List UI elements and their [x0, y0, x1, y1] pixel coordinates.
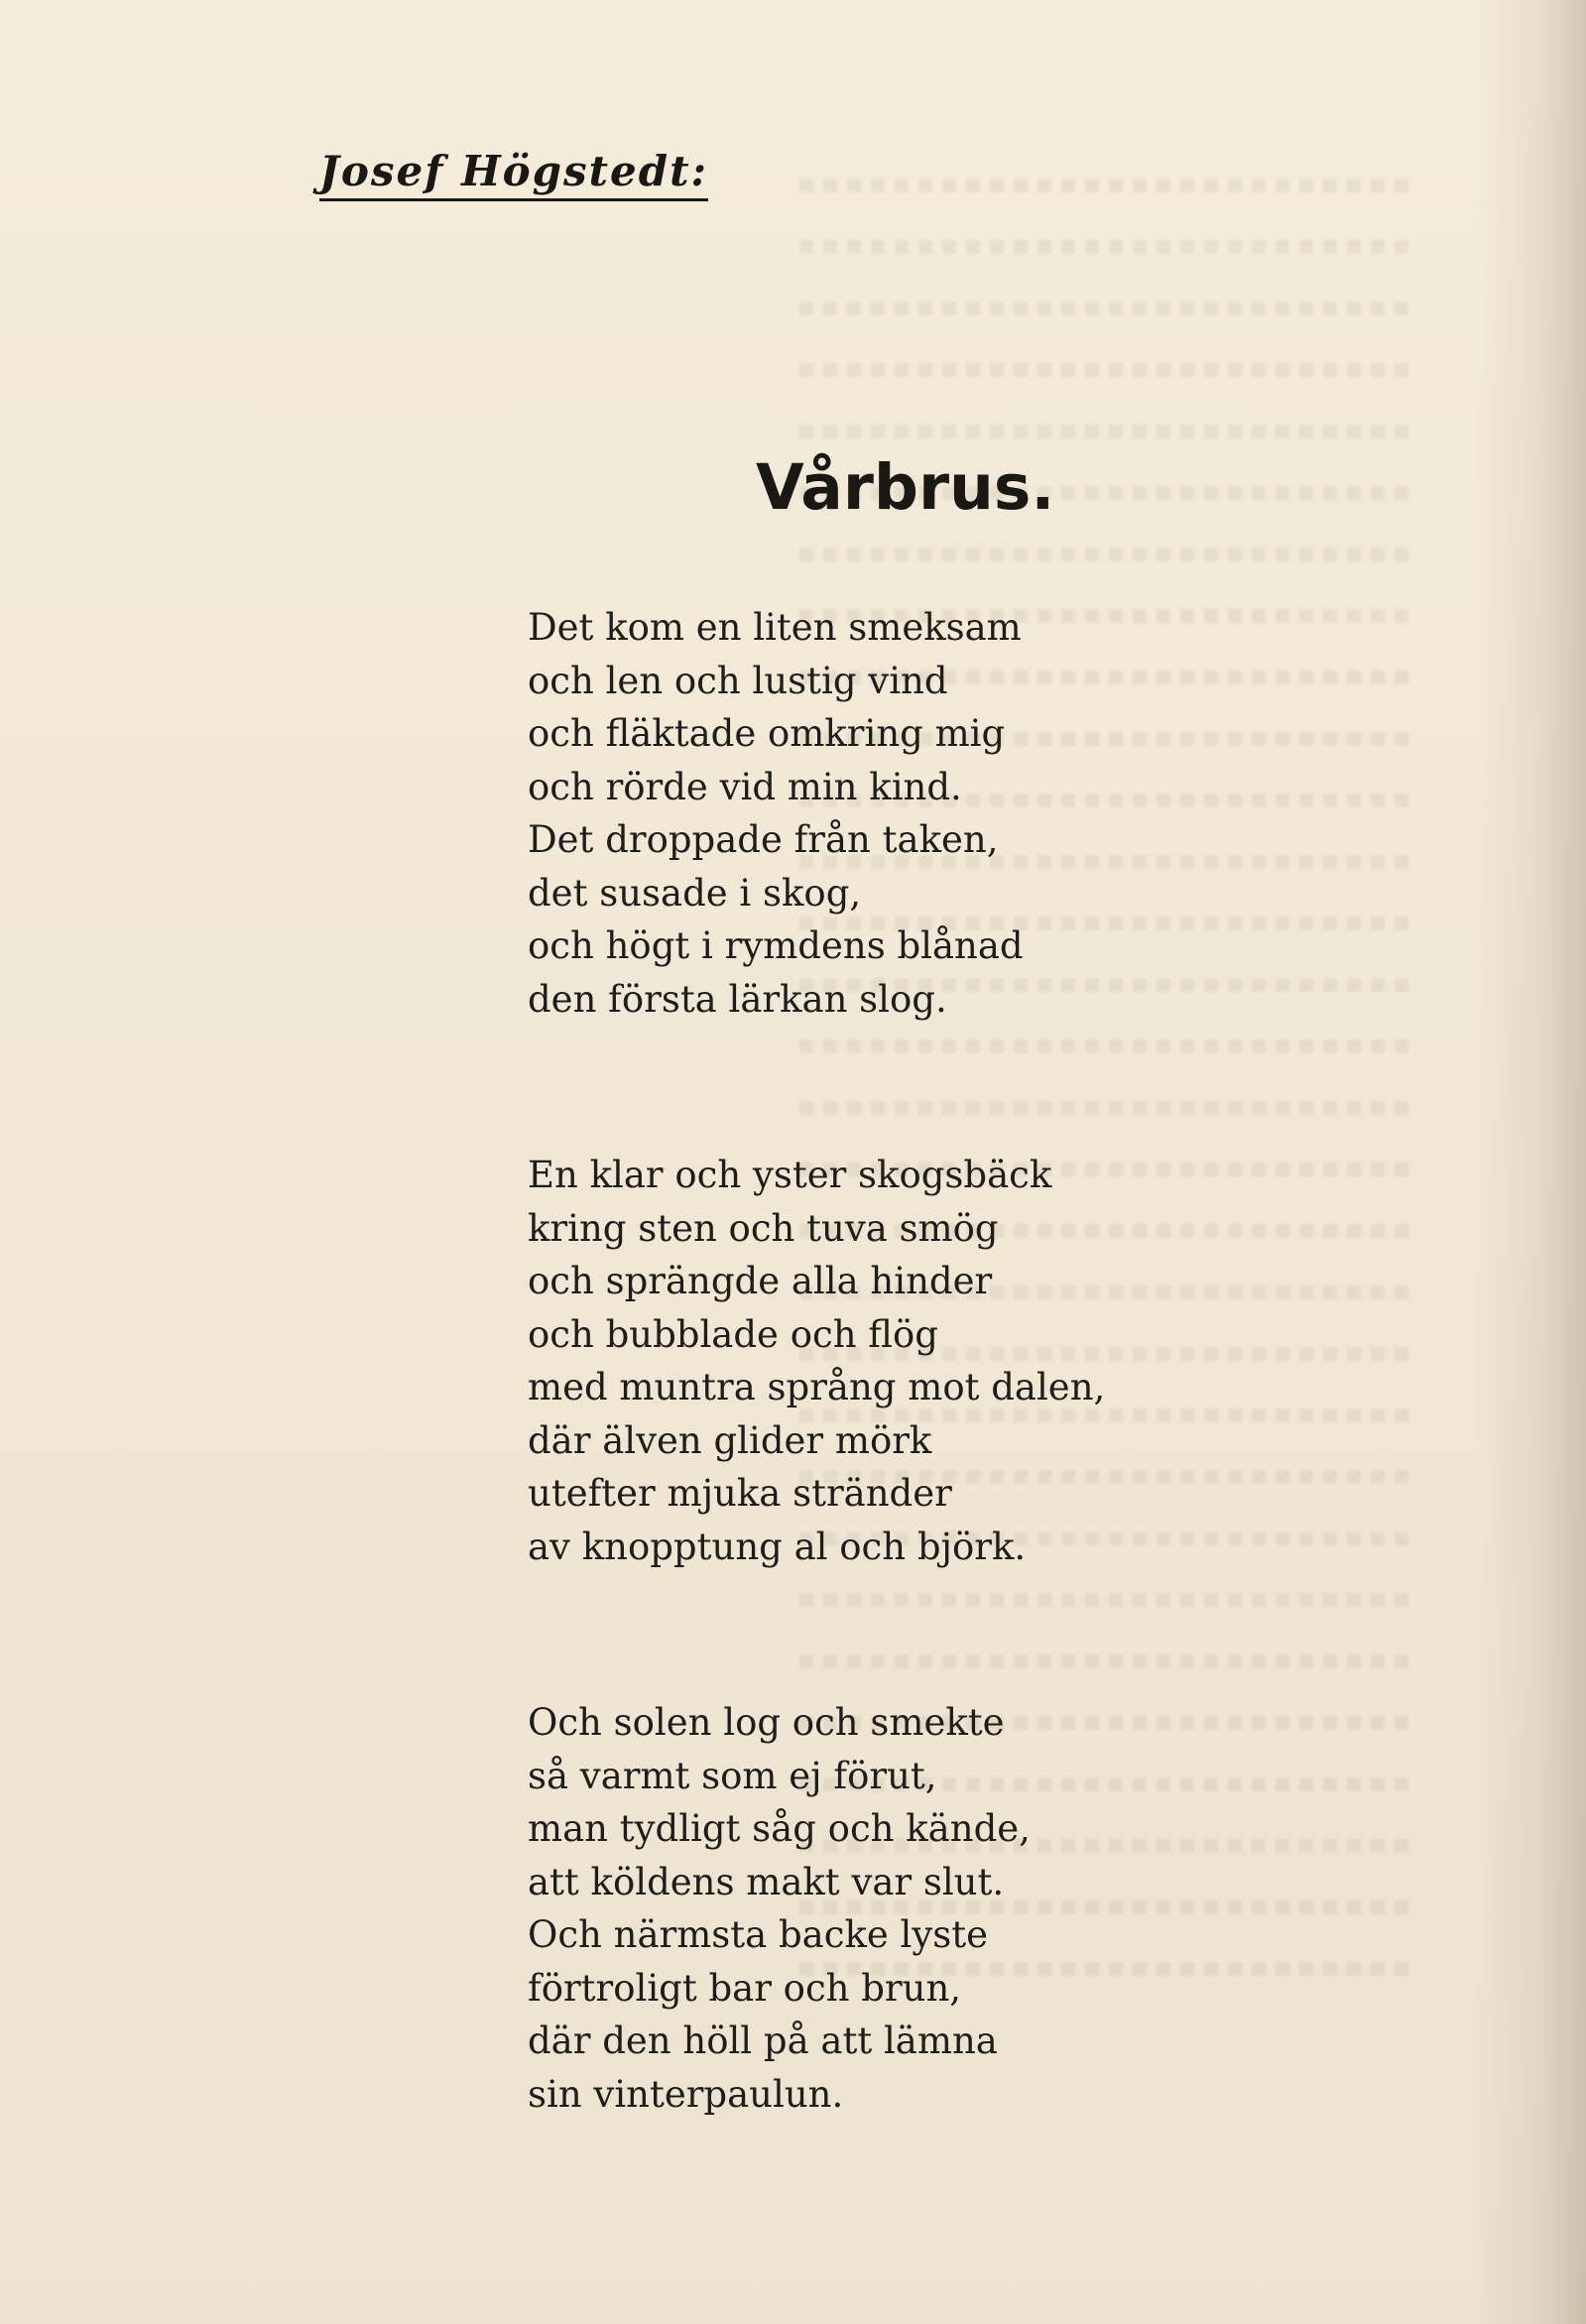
poem-line: så varmt som ej förut, — [528, 1754, 937, 1797]
poem-line: av knopptung al och björk. — [528, 1525, 1027, 1568]
poem-line: Och närmsta backe lyste — [528, 1913, 989, 1956]
poem-line: och rörde vid min kind. — [528, 765, 962, 808]
poem-line: kring sten och tuva smög — [528, 1206, 999, 1250]
poem-line: och len och lustig vind — [528, 659, 948, 702]
poem-line: och högt i rymdens blånad — [528, 924, 1024, 967]
poem-line: Det kom en liten smeksam — [528, 606, 1022, 649]
poem-line: utefter mjuka stränder — [528, 1472, 952, 1515]
author-name: Josef Högstedt: — [319, 151, 708, 201]
poem-line: den första lärkan slog. — [528, 977, 947, 1021]
poem-line: där den höll på att lämna — [528, 2019, 998, 2062]
poem-line: det susade i skog, — [528, 871, 862, 915]
poem-line: där älven glider mörk — [528, 1418, 932, 1462]
stanza-2 — [528, 1149, 1105, 1573]
poem-line: sin vinterpaulun. — [528, 2072, 844, 2116]
poem-line: En klar och yster skogsbäck — [528, 1154, 1052, 1196]
poem-line: och bubblade och flög — [528, 1312, 938, 1356]
poem-line: förtroligt bar och brun, — [528, 1966, 962, 2010]
poem-line: Det droppade från taken, — [528, 818, 999, 861]
poem-line: Och solen log och smekte — [528, 1701, 1005, 1744]
poem-line: och sprängde alla hinder — [528, 1260, 993, 1302]
poem-line: man tydligt såg och kände, — [528, 1807, 1031, 1850]
poem-line: med muntra språng mot dalen, — [528, 1366, 1106, 1408]
poem-line: och fläktade omkring mig — [528, 712, 1006, 755]
poem-title: Vårbrus. — [756, 451, 1055, 524]
poem-line: att köldens makt var slut. — [528, 1860, 1005, 1903]
stanza-1 — [528, 601, 1024, 1026]
stanza-3 — [528, 1696, 1031, 2121]
